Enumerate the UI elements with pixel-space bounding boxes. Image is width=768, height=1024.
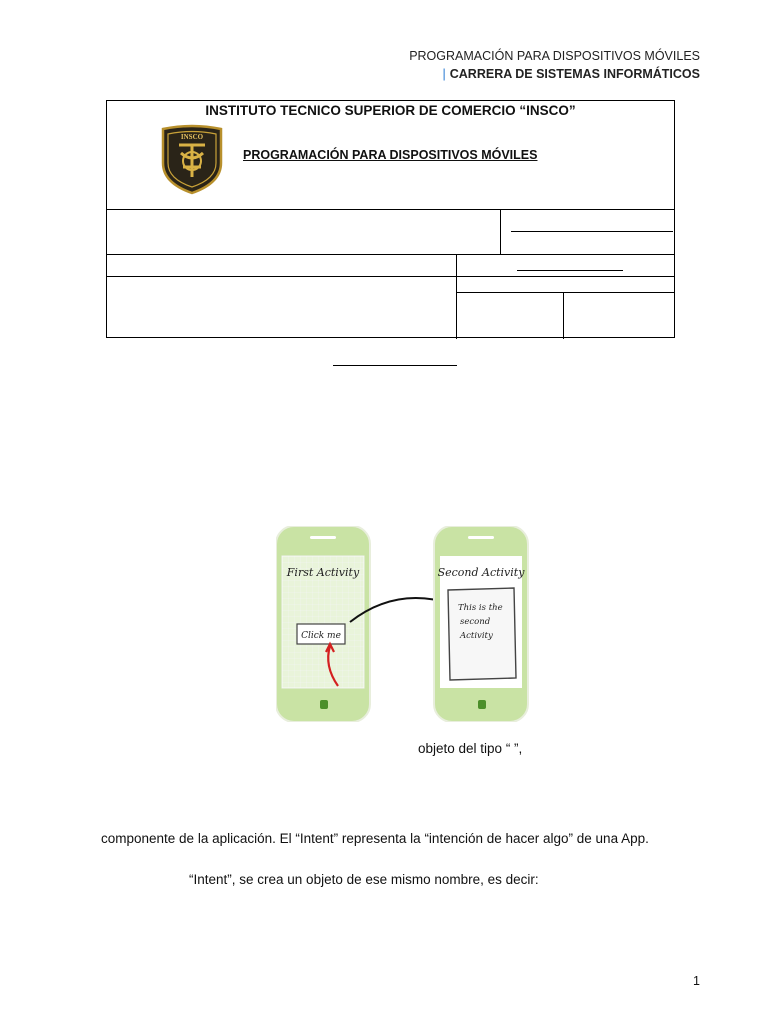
body-line-2: componente de la aplicación. El “Intent” representa la “intención de hacer algo” de una App.: [101, 831, 649, 846]
institute-name: INSTITUTO TECNICO SUPERIOR DE COMERCIO “INSCO”: [205, 103, 576, 118]
col-divider: [456, 254, 457, 339]
phone1-button: Click me: [301, 631, 341, 641]
body-line-3: “Intent”, se crea un objeto de ese mismo nombre, es decir:: [189, 872, 539, 887]
phone2-title: Second Activity: [437, 566, 525, 579]
insco-shield-logo: [159, 123, 225, 195]
col-divider: [563, 292, 564, 339]
phone-second-activity: [434, 526, 528, 722]
title-underline: [333, 365, 457, 366]
page-header: [409, 47, 700, 83]
header-title: PROGRAMACIÓN PARA DISPOSITIVOS MÓVILES: [409, 49, 700, 63]
field-underline: [511, 231, 673, 232]
phone2-text-1: This is the: [458, 603, 503, 613]
field-underline: [517, 270, 623, 271]
body-line-1: objeto del tipo “ ”,: [418, 741, 523, 756]
row-divider: [107, 209, 674, 210]
phone2-text-3: Activity: [460, 631, 493, 641]
phone2-text-2: second: [460, 617, 491, 627]
phone1-title: First Activity: [286, 566, 360, 579]
row-divider: [107, 276, 674, 277]
activity-transition-figure: [276, 526, 532, 722]
row-divider: [456, 292, 674, 293]
col-divider: [500, 209, 501, 254]
logo-text: INSCO: [180, 133, 204, 141]
course-title: PROGRAMACIÓN PARA DISPOSITIVOS MÓVILES: [243, 148, 538, 162]
row-divider: [107, 254, 674, 255]
header-subtitle-line: [409, 65, 700, 83]
header-separator: |: [442, 67, 446, 81]
header-subtitle: CARRERA DE SISTEMAS INFORMÁTICOS: [449, 67, 700, 81]
phone-first-activity: [276, 526, 370, 722]
page-number: 1: [693, 974, 700, 988]
course-form-table: [106, 100, 675, 338]
